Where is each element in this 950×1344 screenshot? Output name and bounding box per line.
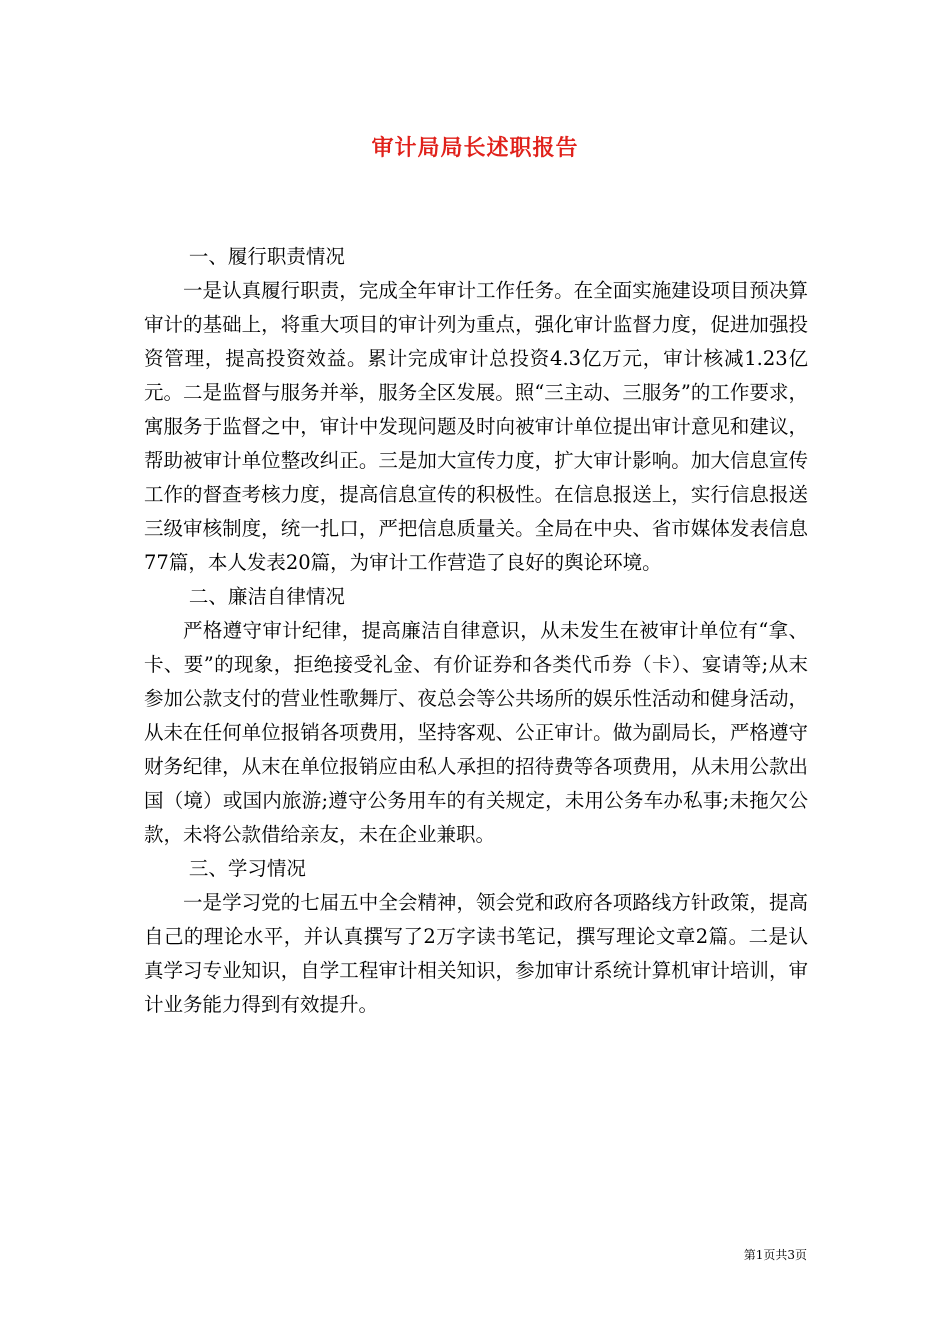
- page-number: 第1页共3页: [743, 1248, 807, 1262]
- section-paragraph-duties: 一是认真履行职责，完成全年审计工作任务。在全面实施建设项目预决算审计的基础上，将重大项目的审计列为重点，强化审计监督力度，促进加强投资管理，提高投资效益。累计完成审计总投资4.3亿万元，审计核减1.23亿元。二是监督与服务并举，服务全区发展。照“三主动、三服务”的工作要求，寓服务于监督之中，审计中发现问题及时向被审计单位提出审计意见和建议，帮助被审计单位整改纠正。三是加大宣传力度，扩大审计影响。加大信息宣传工作的督查考核力度，提高信息宣传的积极性。在信息报送上，实行信息报送三级审核制度，统一扎口，严把信息质量关。全局在中央、省市媒体发表信息77篇，本人发表20篇，为审计工作营造了良好的舆论环境。: [144, 279, 808, 574]
- section-heading-duties: 一、履行职责情况: [188, 245, 345, 268]
- document-body: [144, 240, 808, 1022]
- section-heading-integrity: 二、廉洁自律情况: [188, 585, 345, 608]
- document-title: 审计局局长述职报告: [371, 135, 579, 161]
- section-heading-study: 三、学习情况: [188, 857, 306, 880]
- section-paragraph-integrity: 严格遵守审计纪律，提高廉洁自律意识，从未发生在被审计单位有“拿、卡、要”的现象，拒绝接受礼金、有价证券和各类代币券（卡）、宴请等;从末参加公款支付的营业性歌舞厅、夜总会等公共场所的娱乐性活动和健身活动，从未在任何单位报销各项费用，坚持客观、公正审计。做为副局长，严格遵守财务纪律，从末在单位报销应由私人承担的招待费等各项费用，从未用公款出国（境）或国内旅游;遵守公务用车的有关规定，未用公务车办私事;未拖欠公款，未将公款借给亲友，未在企业兼职。: [144, 619, 808, 846]
- section-paragraph-study: 一是学习党的七届五中全会精神，领会党和政府各项路线方针政策，提高自己的理论水平，并认真撰写了2万字读书笔记，撰写理论文章2篇。二是认真学习专业知识，自学工程审计相关知识，参加审计系统计算机审计培训，审计业务能力得到有效提升。: [144, 891, 808, 1016]
